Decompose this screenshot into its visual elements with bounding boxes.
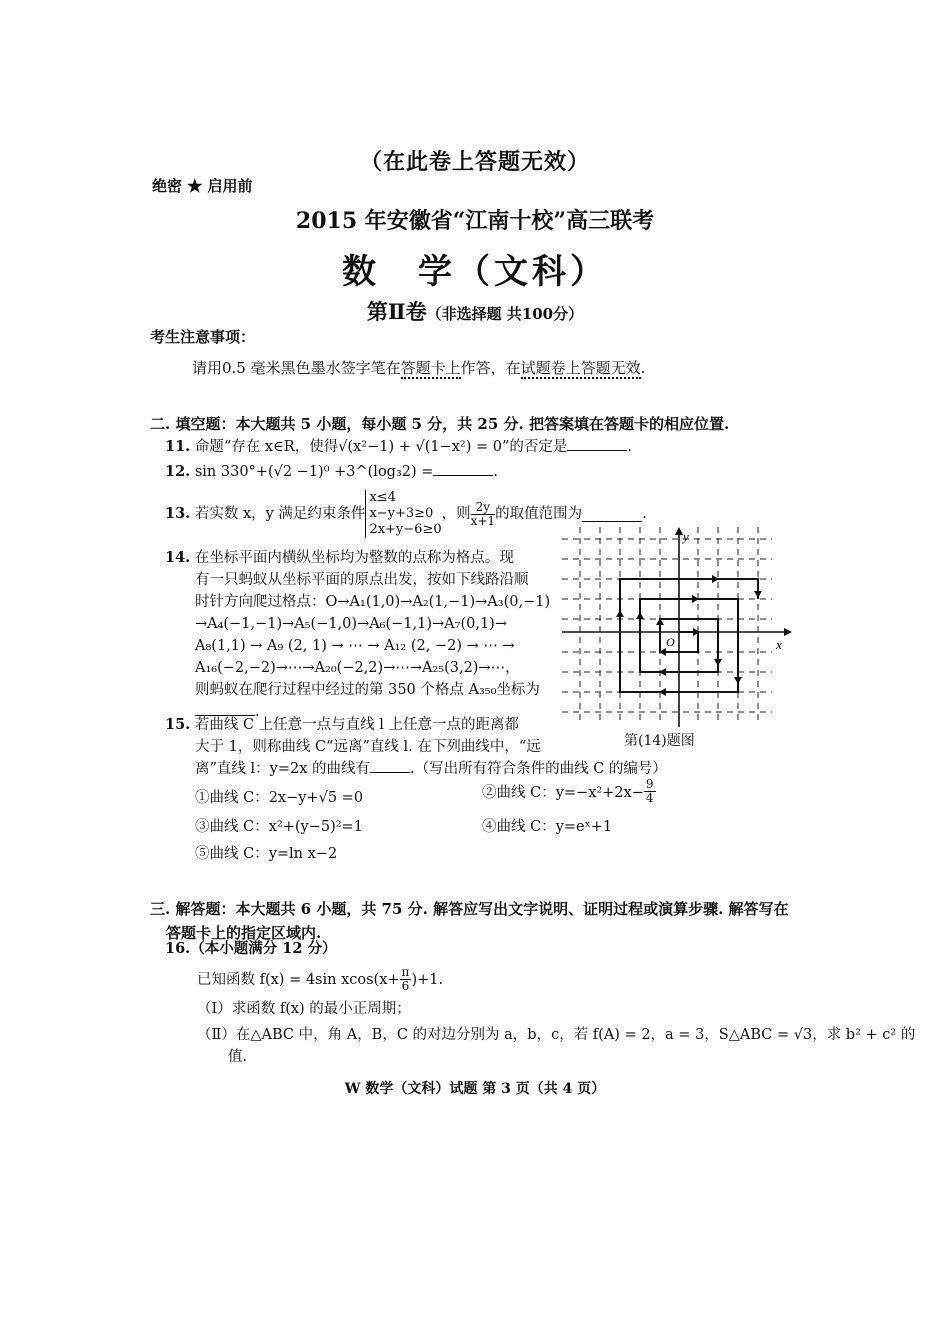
subject-title: 数 学（文科） bbox=[342, 252, 608, 292]
q12-blank bbox=[433, 461, 493, 476]
q14-num: 14. bbox=[165, 549, 191, 566]
q12-num: 12. bbox=[165, 463, 191, 480]
q16-given-a: 已知函数 f(x) = 4sin xcos(x+ bbox=[197, 971, 400, 988]
q16-given bbox=[197, 966, 443, 993]
q13-tail: 的取值范围为 bbox=[495, 506, 583, 522]
q13-frac-num: 2y bbox=[471, 501, 495, 515]
q13-blank bbox=[582, 507, 642, 522]
arrow-down-icon bbox=[754, 591, 762, 598]
q15-option-2 bbox=[482, 778, 656, 805]
q16-part-2: （Ⅱ）在△ABC 中，角 A，B，C 的对边分别为 a，b，c，若 f(A) = 2，a = 3，S△ABC = √3，求 b² + c² 的 bbox=[197, 1027, 916, 1043]
q13-num: 13. bbox=[165, 505, 191, 522]
notice-heading: 考生注意事项： bbox=[150, 328, 256, 346]
q13-frac-den: x+1 bbox=[470, 513, 496, 528]
volume-label: 第Ⅱ卷 bbox=[366, 299, 427, 324]
q16-given-b: )+1. bbox=[411, 971, 444, 988]
q15-option-3: ③曲线 C：x²+(y−5)²=1 bbox=[195, 819, 363, 835]
invalid-note: （在此卷上答题无效） bbox=[359, 149, 590, 175]
q15-opt2-fraction bbox=[644, 778, 656, 805]
question-11 bbox=[165, 436, 632, 458]
figure-caption: 第(14)题图 bbox=[624, 733, 695, 749]
q14-line-5: A₈(1,1) → A₉ (2, 1) → ⋯ → A₁₂ (2, −2) → ⋯ → bbox=[195, 638, 515, 654]
q15-line-1: 若曲线 C 上任意一点与直线 l 上任意一点的距离都 bbox=[194, 717, 520, 733]
arrow-down-icon bbox=[714, 659, 722, 666]
volume-title bbox=[0, 296, 950, 326]
secret-label: 绝密 ★ 启用前 bbox=[152, 177, 253, 195]
lattice-figure bbox=[562, 527, 792, 727]
q16-heading: 16.（本小题满分 12 分） bbox=[165, 940, 337, 957]
q15-option-5: ⑤曲线 C：y=ln x−2 bbox=[195, 846, 338, 862]
q15-option-1: ①曲线 C：2x−y+√5 =0 bbox=[195, 790, 364, 806]
y-axis-arrow-icon bbox=[675, 527, 683, 535]
q14-line-3: 时针方向爬过格点：O→A₁(1,0)→A₂(1,−1)→A₃(0,−1) bbox=[195, 594, 551, 610]
q16-part-2-end: 值. bbox=[228, 1049, 248, 1065]
q14-line-1: 在坐标平面内横纵坐标均为整数的点称为格点。现 bbox=[194, 550, 514, 566]
q15-blank bbox=[370, 758, 410, 773]
q15-opt2-text: ②曲线 C：y=−x²+2x− bbox=[482, 785, 644, 801]
volume-note: （非选择题 共100分） bbox=[426, 305, 584, 323]
q13-constraint-1: x≤4 bbox=[369, 490, 396, 505]
q15-line-3b: .（写出所有符合条件的曲线 C 的编号） bbox=[410, 761, 667, 777]
q13-end: . bbox=[642, 506, 647, 522]
q13-constraints bbox=[365, 490, 441, 538]
arrow-up-icon bbox=[636, 612, 644, 619]
section3-heading bbox=[150, 898, 800, 943]
q13-constraint-2: x−y+3≥0 bbox=[369, 506, 434, 521]
q14-line-2: 有一只蚂蚁从坐标平面的原点出发，按如下线路沿顺 bbox=[195, 572, 529, 588]
spiral-path bbox=[620, 579, 758, 692]
q11-num: 11. bbox=[165, 438, 191, 455]
question-12 bbox=[165, 461, 498, 483]
arrow-up-icon bbox=[616, 610, 624, 617]
notice-part2: 作答，在 bbox=[460, 359, 521, 377]
q13-fraction bbox=[471, 501, 495, 528]
q15-opt2-num: 9 bbox=[645, 777, 654, 791]
section3-line-2: 答题卡上的指定区域内. bbox=[166, 924, 322, 942]
q12-text: sin 330°+(√2 −1)⁰ +3^(log₃2) = bbox=[194, 464, 434, 480]
notice-dotted1: 答题卡上 bbox=[400, 359, 461, 377]
notice-part1: 请用0.5 毫米黑色墨水签字笔在 bbox=[192, 359, 401, 377]
q15-line-2: 大于 1，则称曲线 C“远离”直线 l. 在下列曲线中，“远 bbox=[195, 739, 541, 755]
question-15 bbox=[165, 714, 805, 780]
q15-num: 15. bbox=[165, 716, 191, 733]
q14-line-4: →A₄(−1,−1)→A₅(−1,0)→A₆(−1,1)→A₇(0,1)→ bbox=[195, 616, 507, 632]
q11-text: 命题“存在 x∈R，使得√(x²−1) + √(1−x²) = 0”的否定是 bbox=[194, 439, 568, 455]
q16-frac-num: π bbox=[401, 965, 410, 979]
path-arrows bbox=[616, 575, 762, 696]
q15-line-3a: 离”直线 l：y=2x 的曲线有 bbox=[195, 761, 371, 777]
page-footer: W 数学（文科）试题 第 3 页（共 4 页） bbox=[344, 1081, 606, 1097]
q16-fraction bbox=[400, 966, 412, 993]
section2-heading: 二. 填空题：本大题共 5 小题，每小题 5 分，共 25 分. 把答案填在答题卡的相应位置. bbox=[150, 415, 730, 433]
q12-end: . bbox=[493, 464, 499, 480]
q13-text: 若实数 x，y 满足约束条件 bbox=[194, 506, 366, 522]
x-axis-arrow-icon bbox=[784, 628, 792, 636]
q14-line-7: 则蚂蚁在爬行过程中经过的第 350 个格点 A₃₅₀坐标为 bbox=[195, 682, 540, 698]
origin-label: O bbox=[666, 635, 675, 649]
x-axis-label: x bbox=[776, 637, 782, 652]
y-axis-label: y bbox=[683, 529, 689, 544]
q14-line-6: A₁₆(−2,−2)→⋯→A₂₀(−2,2)→⋯→A₂₅(3,2)→⋯， bbox=[195, 660, 520, 676]
q13-constraint-3: 2x+y−6≥0 bbox=[369, 522, 442, 537]
section3-line-1: 三. 解答题：本大题共 6 小题，共 75 分. 解答应写出文字说明、证明过程或演算步骤. 解答写在 bbox=[150, 900, 789, 918]
notice-end: . bbox=[640, 359, 646, 377]
q14-end: . bbox=[255, 704, 260, 720]
q15-option-4: ④曲线 C：y=eˣ+1 bbox=[482, 819, 613, 835]
question-14 bbox=[165, 547, 565, 723]
q11-end: . bbox=[627, 439, 633, 455]
q11-blank bbox=[567, 436, 627, 451]
q16-part-1: （Ⅰ）求函数 f(x) 的最小正周期； bbox=[197, 1001, 411, 1017]
notice-dotted2: 试题卷上答题无效 bbox=[520, 359, 641, 377]
q16-frac-den: 6 bbox=[401, 979, 410, 993]
q15-opt2-den: 4 bbox=[645, 791, 654, 805]
notice-text bbox=[192, 357, 645, 378]
exam-name: 2015 年安徽省“江南十校”高三联考 bbox=[295, 208, 655, 234]
arrow-down-icon bbox=[734, 677, 742, 684]
q13-mid: ，则 bbox=[441, 506, 471, 522]
